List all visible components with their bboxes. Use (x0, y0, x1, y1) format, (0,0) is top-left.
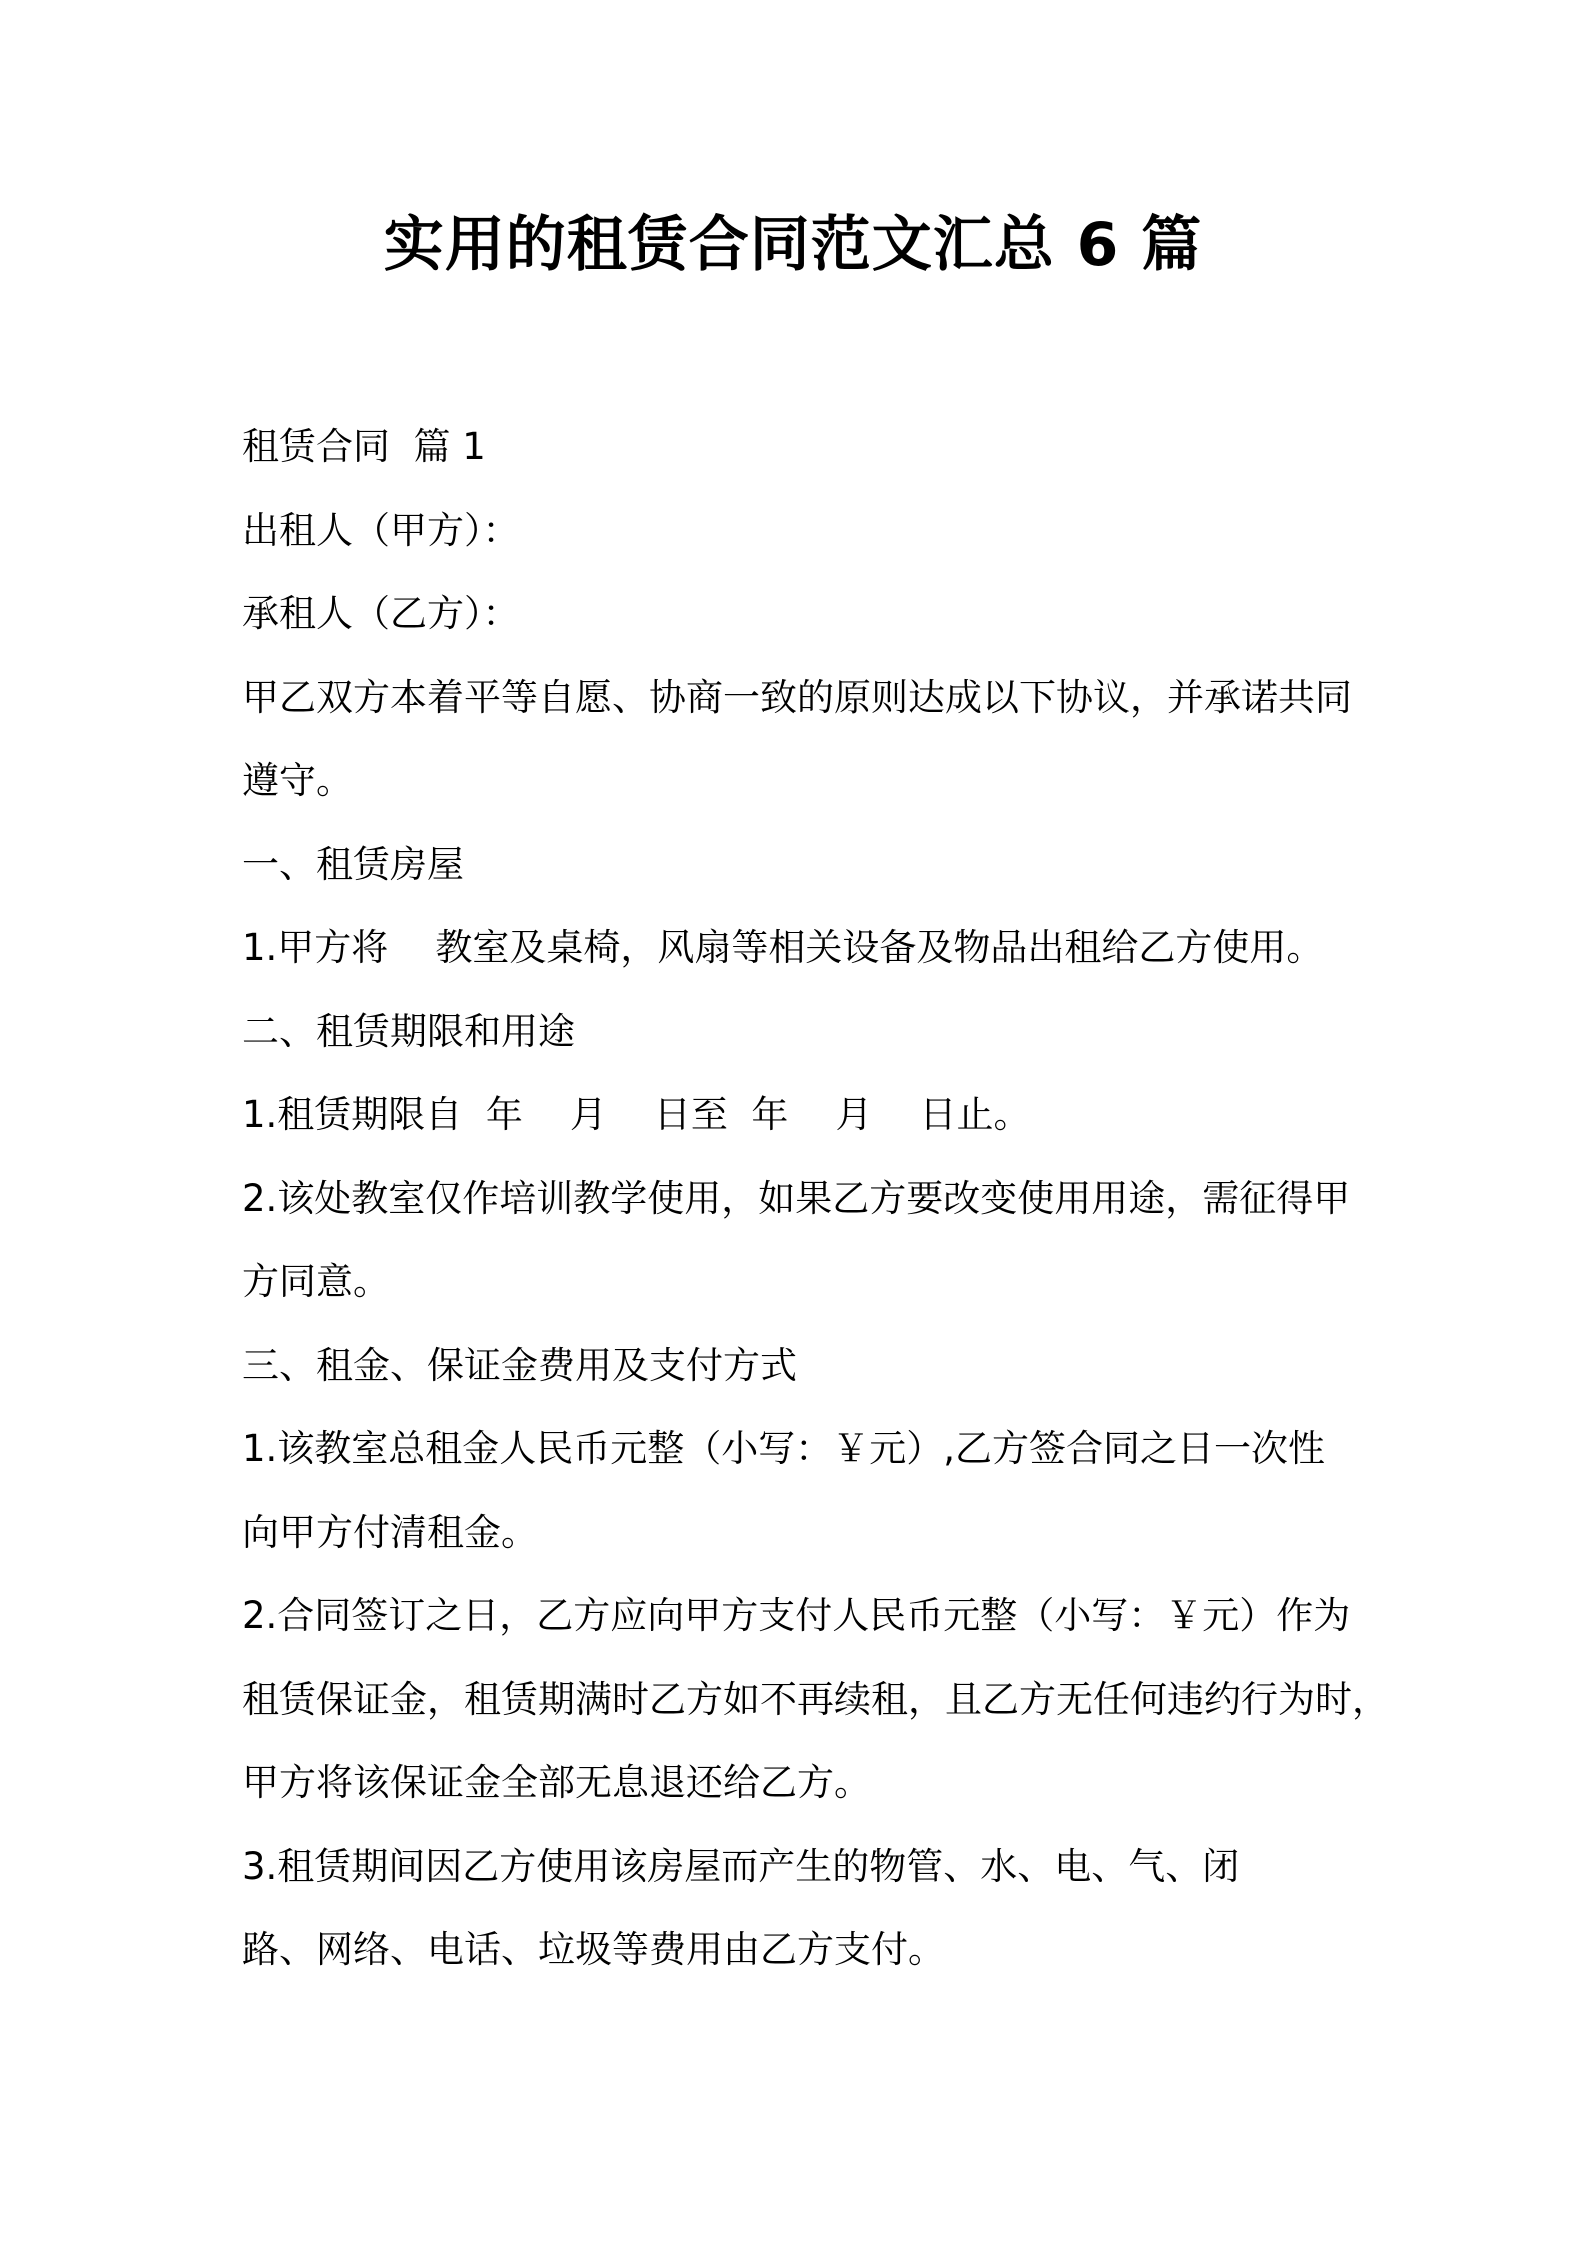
clause-heading: 三、租金、保证金费用及支付方式 (242, 1343, 797, 1387)
party-a-line: 出租人（甲方）： (242, 508, 520, 552)
paragraph-line: 3.租赁期间因乙方使用该房屋而产生的物管、水、电、气、闭 (242, 1844, 1240, 1888)
clause-heading: 一、租赁房屋 (242, 842, 464, 886)
paragraph-line: 向甲方付清租金。 (242, 1510, 538, 1554)
paragraph-line: 遵守。 (242, 759, 353, 802)
paragraph-line: 1.租赁期限自 年 月 日至 年 月 日止。 (242, 1093, 1031, 1136)
paragraph-line: 方同意。 (242, 1260, 390, 1303)
document-body (242, 405, 1389, 1992)
paragraph-line: 1.该教室总租金人民币元整（小写：￥元）,乙方签合同之日一次性 (242, 1427, 1326, 1470)
section-heading: 租赁合同 篇 1 (242, 425, 486, 468)
clause-heading: 二、租赁期限和用途 (242, 1009, 575, 1053)
paragraph-line: 甲乙双方本着平等自愿、协商一致的原则达成以下协议，并承诺共同 (242, 675, 1352, 719)
paragraph-line: 1.甲方将 教室及桌椅，风扇等相关设备及物品出租给乙方使用。 (242, 926, 1324, 969)
paragraph-line: 租赁保证金，租赁期满时乙方如不再续租，且乙方无任何违约行为时， (242, 1677, 1389, 1721)
document-title: 实用的租赁合同范文汇总 6 篇 (383, 210, 1203, 280)
paragraph-line: 甲方将该保证金全部无息退还给乙方。 (242, 1761, 871, 1804)
party-b-line: 承租人（乙方）： (242, 592, 520, 635)
paragraph-line: 2.该处教室仅作培训教学使用，如果乙方要改变使用用途，需征得甲 (242, 1176, 1351, 1220)
paragraph-line: 2.合同签订之日，乙方应向甲方支付人民币元整（小写：￥元）作为 (242, 1594, 1351, 1637)
paragraph-line: 路、网络、电话、垃圾等费用由乙方支付。 (242, 1928, 945, 1971)
